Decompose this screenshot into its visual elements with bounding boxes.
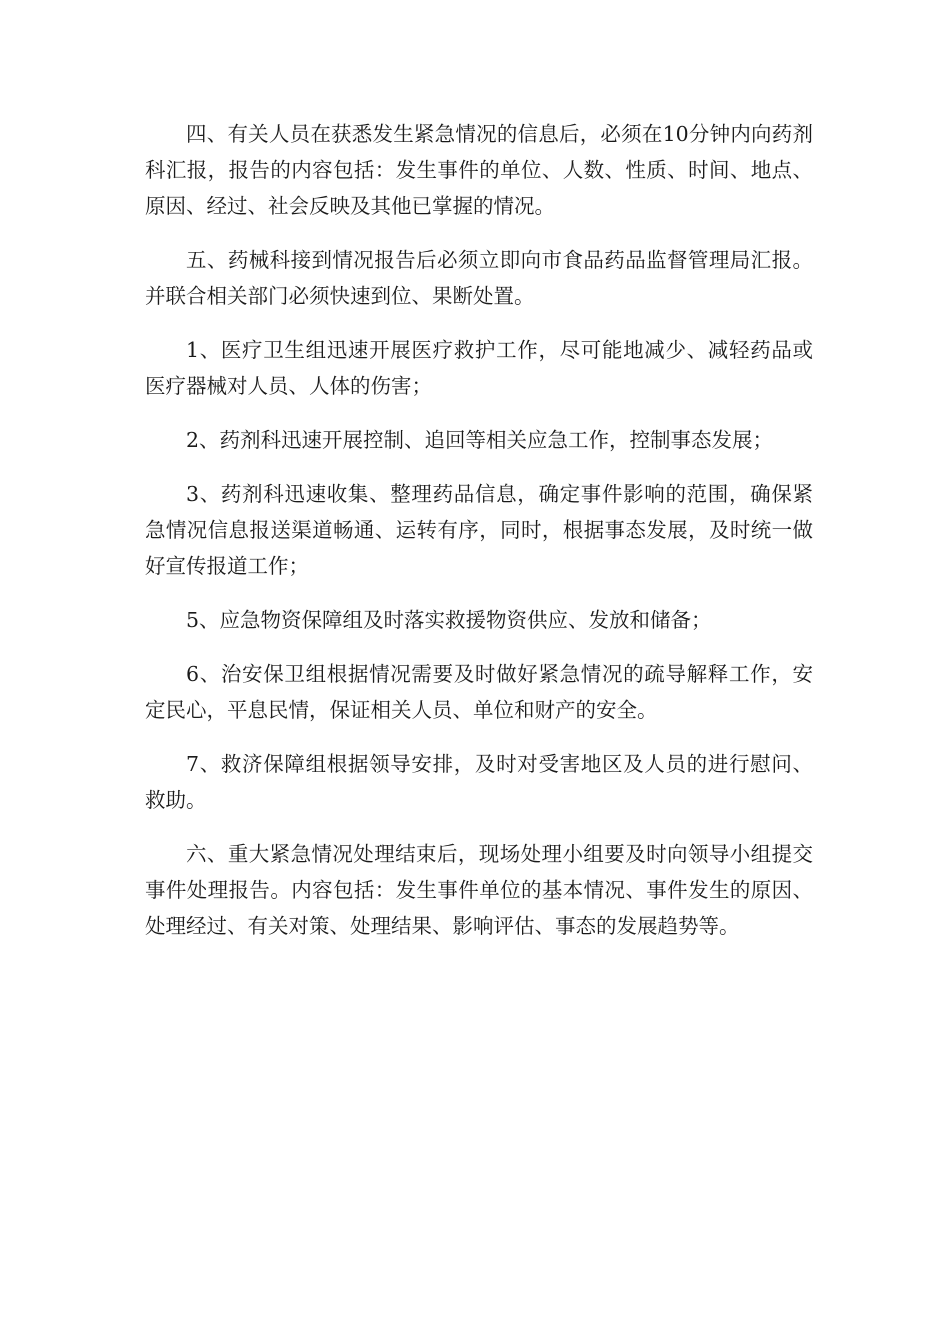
paragraph-section-6: 六、重大紧急情况处理结束后，现场处理小组要及时向领导小组提交事件处理报告。内容包括：发生事件单位的基本情况、事件发生的原因、处理经过、有关对策、处理结果、影响评估、事态的发展趋势等。 (145, 842, 813, 938)
paragraph-section-5: 五、药械科接到情况报告后必须立即向市食品药品监督管理局汇报。并联合相关部门必须快速到位、果断处置。 (145, 248, 813, 308)
document-body (145, 116, 813, 962)
paragraph-item-1: 1、医疗卫生组迅速开展医疗救护工作，尽可能地减少、减轻药品或医疗器械对人员、人体的伤害； (145, 338, 813, 398)
paragraph-item-3: 3、药剂科迅速收集、整理药品信息，确定事件影响的范围，确保紧急情况信息报送渠道畅通、运转有序，同时，根据事态发展，及时统一做好宣传报道工作； (145, 482, 813, 578)
paragraph-item-6: 6、治安保卫组根据情况需要及时做好紧急情况的疏导解释工作，安定民心，平息民情，保证相关人员、单位和财产的安全。 (145, 662, 813, 722)
paragraph-item-2: 2、药剂科迅速开展控制、追回等相关应急工作，控制事态发展； (186, 428, 774, 452)
paragraph-section-4: 四、有关人员在获悉发生紧急情况的信息后，必须在10分钟内向药剂科汇报，报告的内容包括：发生事件的单位、人数、性质、时间、地点、原因、经过、社会反映及其他已掌握的情况。 (145, 122, 813, 218)
paragraph-item-5: 5、应急物资保障组及时落实救援物资供应、发放和储备； (186, 608, 712, 632)
paragraph-item-7: 7、救济保障组根据领导安排，及时对受害地区及人员的进行慰问、救助。 (145, 752, 813, 812)
